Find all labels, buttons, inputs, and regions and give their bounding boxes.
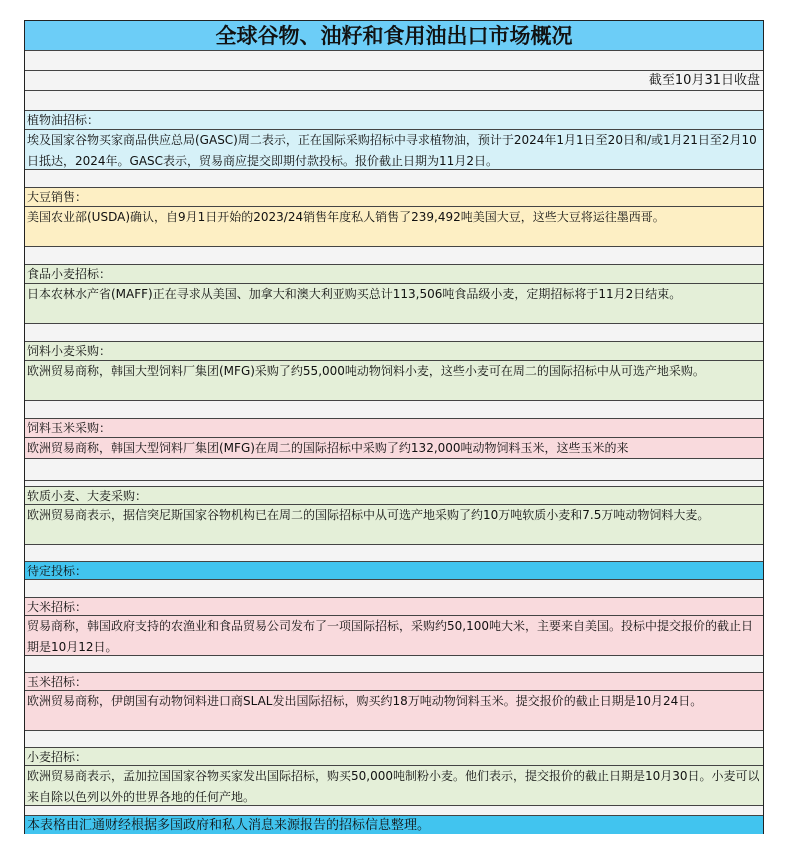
blank-row (25, 324, 763, 342)
section-heading: 玉米招标： (25, 673, 763, 691)
blank-row (25, 51, 763, 71)
table-title: 全球谷物、油籽和食用油出口市场概况 (25, 21, 763, 51)
section-heading: 大豆销售： (25, 188, 763, 207)
section-heading: 饲料玉米采购： (25, 419, 763, 438)
section-text: 贸易商称，韩国政府支持的农渔业和食品贸易公司发布了一项国际招标，采购约50,100吨大米，主要来自美国。投标中提交报价的截止日期是10月12日。 (25, 616, 763, 656)
section-text: 日本农林水产省(MAFF)正在寻求从美国、加拿大和澳大利亚购买总计113,506吨食品级小麦，定期招标将于11月2日结束。 (25, 284, 763, 324)
blank-row (25, 459, 763, 481)
blank-row (25, 545, 763, 562)
footer-note: 本表格由汇通财经根据多国政府和私人消息来源报告的招标信息整理。 (25, 816, 763, 834)
section-text: 欧洲贸易商表示，孟加拉国国家谷物买家发出国际招标，购买50,000吨制粉小麦。他们表示，提交报价的截止日期是10月30日。小麦可以来自除以色列以外的世界各地的任何产地。 (25, 766, 763, 806)
section-heading: 大米招标： (25, 598, 763, 616)
blank-row (25, 580, 763, 598)
blank-row (25, 806, 763, 816)
as-of-date: 截至10月31日收盘 (25, 71, 763, 91)
pending-tenders-label: 待定投标： (25, 562, 763, 580)
section-heading: 植物油招标： (25, 111, 763, 130)
section-text: 埃及国家谷物买家商品供应总局(GASC)周二表示，正在国际采购招标中寻求植物油，预计于2024年1月1日至20日和/或1月21日至2月10日抵达，2024年。GASC表示，贸易商应提交即期付款投标。报价截止日期为11月2日。 (25, 130, 763, 170)
section-text: 欧洲贸易商表示，据信突尼斯国家谷物机构已在周二的国际招标中从可选产地采购了约10万吨软质小麦和7.5万吨动物饲料大麦。 (25, 505, 763, 545)
blank-row (25, 170, 763, 188)
blank-row (25, 731, 763, 748)
tender-table (24, 20, 764, 834)
section-text: 欧洲贸易商称，伊朗国有动物饲料进口商SLAL发出国际招标，购买约18万吨动物饲料玉米。提交报价的截止日期是10月24日。 (25, 691, 763, 731)
section-heading: 软质小麦、大麦采购： (25, 487, 763, 505)
blank-row (25, 656, 763, 673)
section-heading: 小麦招标： (25, 748, 763, 766)
blank-row (25, 91, 763, 111)
blank-row (25, 247, 763, 265)
section-text: 欧洲贸易商称，韩国大型饲料厂集团(MFG)采购了约55,000吨动物饲料小麦，这些小麦可在周二的国际招标中从可选产地采购。 (25, 361, 763, 401)
section-heading: 饲料小麦采购： (25, 342, 763, 361)
blank-row (25, 401, 763, 419)
section-heading: 食品小麦招标： (25, 265, 763, 284)
section-text: 欧洲贸易商称，韩国大型饲料厂集团(MFG)在周二的国际招标中采购了约132,000吨动物饲料玉米，这些玉米的来 (25, 438, 763, 459)
section-text: 美国农业部(USDA)确认，自9月1日开始的2023/24销售年度私人销售了239,492吨美国大豆，这些大豆将运往墨西哥。 (25, 207, 763, 247)
